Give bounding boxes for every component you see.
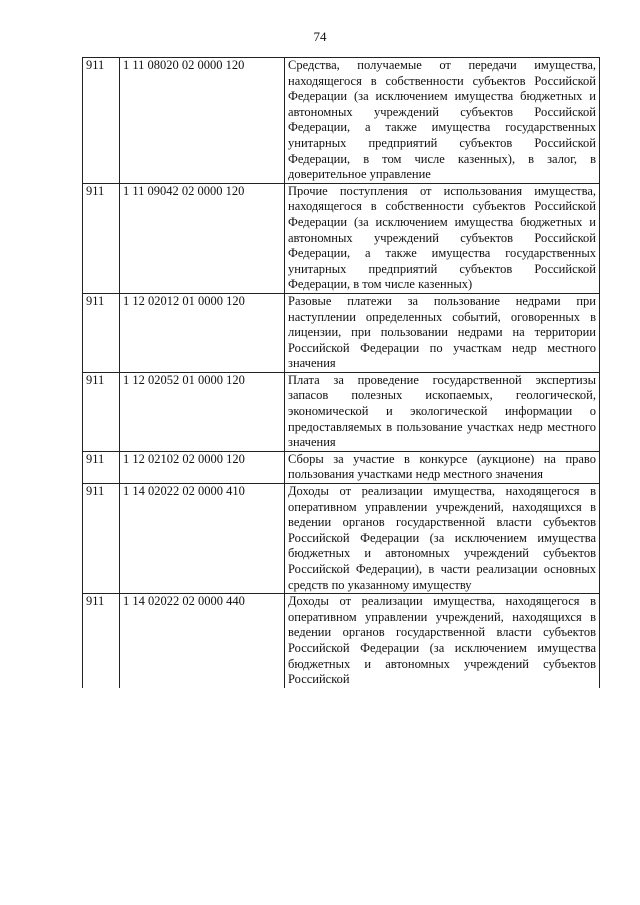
admin-code-cell: 911 [83,372,120,451]
budget-code-cell: 1 14 02022 02 0000 440 [120,594,285,688]
description-cell: Прочие поступления от использования имущества, находящегося в собственности субъектов Российской Федерации (за исключением имущества бюджетных и автономных учреждений субъектов Российской Федерации, а также имущества государственных унитарных предприятий субъектов Российской Федерации, в том числе казенных) [285,183,600,293]
admin-code-cell: 911 [83,451,120,483]
page-number: 74 [313,29,327,44]
budget-code-cell: 1 12 02012 01 0000 120 [120,293,285,372]
description-cell: Разовые платежи за пользование недрами при наступлении определенных событий, оговоренных в лицензии, при пользовании недрами на территории Российской Федерации по участкам недр местного значения [285,293,600,372]
table-row [83,183,600,293]
description-cell: Плата за проведение государственной экспертизы запасов полезных ископаемых, геологической, экономической и экологической информации о предоставляемых в пользование участках недр местного значения [285,372,600,451]
table-row [83,484,600,594]
admin-code-cell: 911 [83,58,120,184]
admin-code-cell: 911 [83,293,120,372]
admin-code-cell: 911 [83,594,120,688]
revenue-codes-table [82,57,600,688]
description-cell: Средства, получаемые от передачи имущества, находящегося в собственности субъектов Российской Федерации (за исключением имущества бюджетных и автономных учреждений субъектов Российской Федерации, а также имущества государственных унитарных предприятий субъектов Российской Федерации, в том числе казенных), в залог, в доверительное управление [285,58,600,184]
table-row [83,293,600,372]
budget-code-cell: 1 12 02052 01 0000 120 [120,372,285,451]
table-row [83,594,600,688]
budget-code-cell: 1 11 08020 02 0000 120 [120,58,285,184]
description-cell: Сборы за участие в конкурсе (аукционе) на право пользования участками недр местного значения [285,451,600,483]
table-row [83,58,600,184]
table-row [83,451,600,483]
table-row [83,372,600,451]
budget-code-cell: 1 11 09042 02 0000 120 [120,183,285,293]
admin-code-cell: 911 [83,183,120,293]
budget-code-cell: 1 14 02022 02 0000 410 [120,484,285,594]
description-cell: Доходы от реализации имущества, находящегося в оперативном управлении учреждений, находящихся в ведении органов государственной власти субъектов Российской Федерации (за исключением имущества бюджетных и автономных учреждений субъектов Российской Федерации), в части реализации основных средств по указанному имуществу [285,484,600,594]
admin-code-cell: 911 [83,484,120,594]
budget-code-cell: 1 12 02102 02 0000 120 [120,451,285,483]
description-cell: Доходы от реализации имущества, находящегося в оперативном управлении учреждений, находящихся в ведении органов государственной власти субъектов Российской Федерации (за исключением имущества бюджетных и автономных учреждений субъектов Российской [285,594,600,688]
